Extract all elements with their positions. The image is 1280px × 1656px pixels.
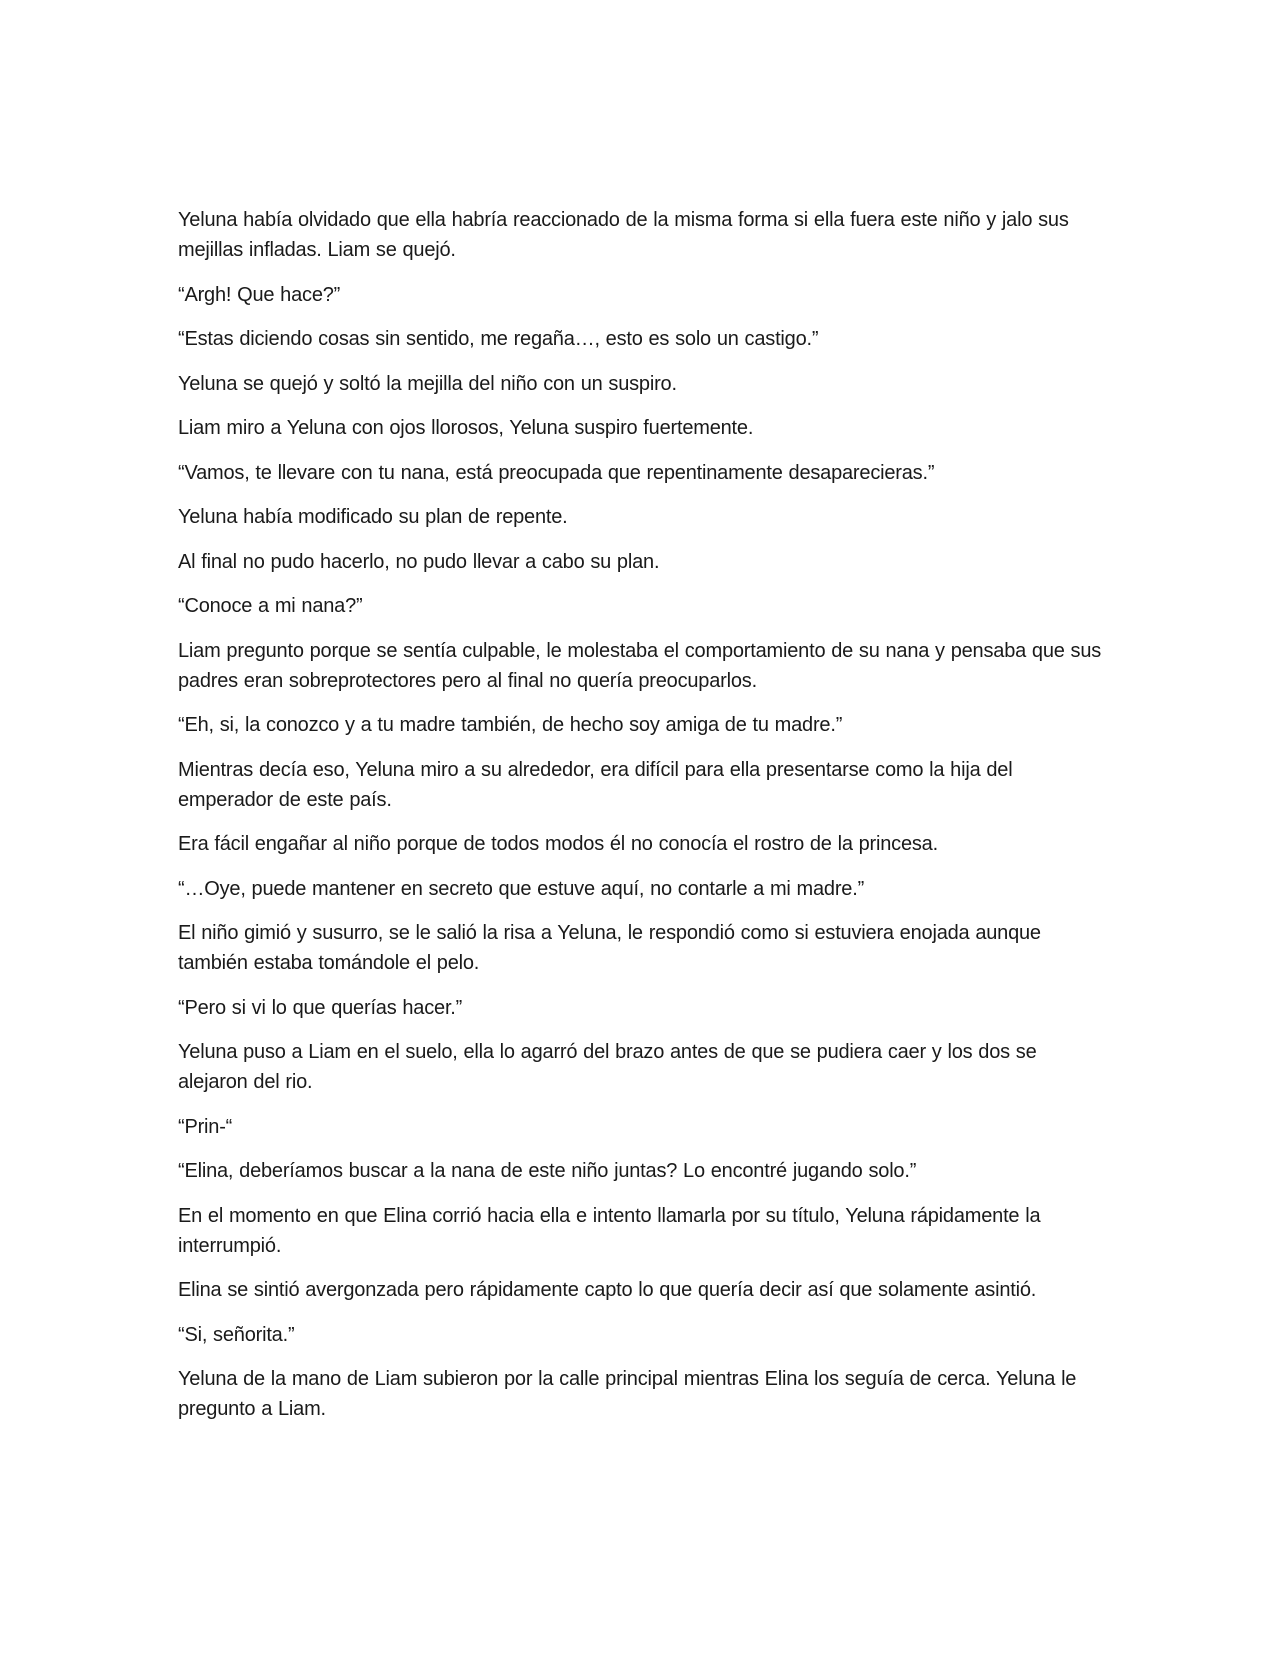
paragraph: “Vamos, te llevare con tu nana, está preocupada que repentinamente desaparecieras.” (178, 461, 935, 484)
paragraph: Mientras decía eso, Yeluna miro a su alrededor, era difícil para ella presentarse como la hija del emperador de este país. (178, 758, 1013, 811)
paragraph: “Elina, deberíamos buscar a la nana de este niño juntas? Lo encontré jugando solo.” (178, 1160, 917, 1182)
paragraph: Yeluna puso a Liam en el suelo, ella lo agarró del brazo antes de que se pudiera caer y los dos se alejaron del rio. (178, 1041, 1037, 1093)
paragraph: Yeluna había olvidado que ella habría reaccionado de la misma forma si ella fuera este niño y jalo sus mejillas infladas. Liam se quejó. (178, 209, 1069, 261)
paragraph: “Pero si vi lo que querías hacer.” (178, 996, 463, 1019)
paragraph: Elina se sintió avergonzada pero rápidamente capto lo que quería decir así que solamente asintió. (178, 1279, 1037, 1301)
paragraph: Era fácil engañar al niño porque de todos modos él no conocía el rostro de la princesa. (178, 833, 938, 855)
paragraph: El niño gimió y susurro, se le salió la risa a Yeluna, le respondió como si estuviera enojada aunque también estaba tomándole el pelo. (178, 922, 1041, 974)
paragraph: “Si, señorita.” (178, 1323, 295, 1346)
paragraph: Yeluna de la mano de Liam subieron por la calle principal mientras Elina los seguía de cerca. Yeluna le pregunto a Liam. (178, 1368, 1077, 1420)
paragraph: “Argh! Que hace?” (178, 283, 341, 306)
paragraph: Al final no pudo hacerlo, no pudo llevar a cabo su plan. (178, 550, 660, 573)
paragraph: Yeluna se quejó y soltó la mejilla del niño con un suspiro. (178, 372, 677, 395)
paragraph: Yeluna había modificado su plan de repente. (178, 506, 568, 528)
document-page (178, 205, 1106, 1439)
paragraph: “Prin-“ (178, 1115, 233, 1138)
paragraph: “Conoce a mi nana?” (178, 595, 363, 617)
paragraph: “Estas diciendo cosas sin sentido, me regaña…, esto es solo un castigo.” (178, 328, 819, 350)
paragraph: En el momento en que Elina corrió hacia ella e intento llamarla por su título, Yeluna rápidamente la interrumpió. (178, 1204, 1041, 1257)
paragraph: “Eh, si, la conozco y a tu madre también, de hecho soy amiga de tu madre.” (178, 714, 843, 736)
paragraph: Liam miro a Yeluna con ojos llorosos, Yeluna suspiro fuertemente. (178, 417, 754, 439)
paragraph: Liam pregunto porque se sentía culpable, le molestaba el comportamiento de su nana y pensaba que sus padres eran sobreprotectores pero al final no quería preocuparlos. (178, 639, 1102, 692)
paragraph: “…Oye, puede mantener en secreto que estuve aquí, no contarle a mi madre.” (178, 877, 865, 900)
